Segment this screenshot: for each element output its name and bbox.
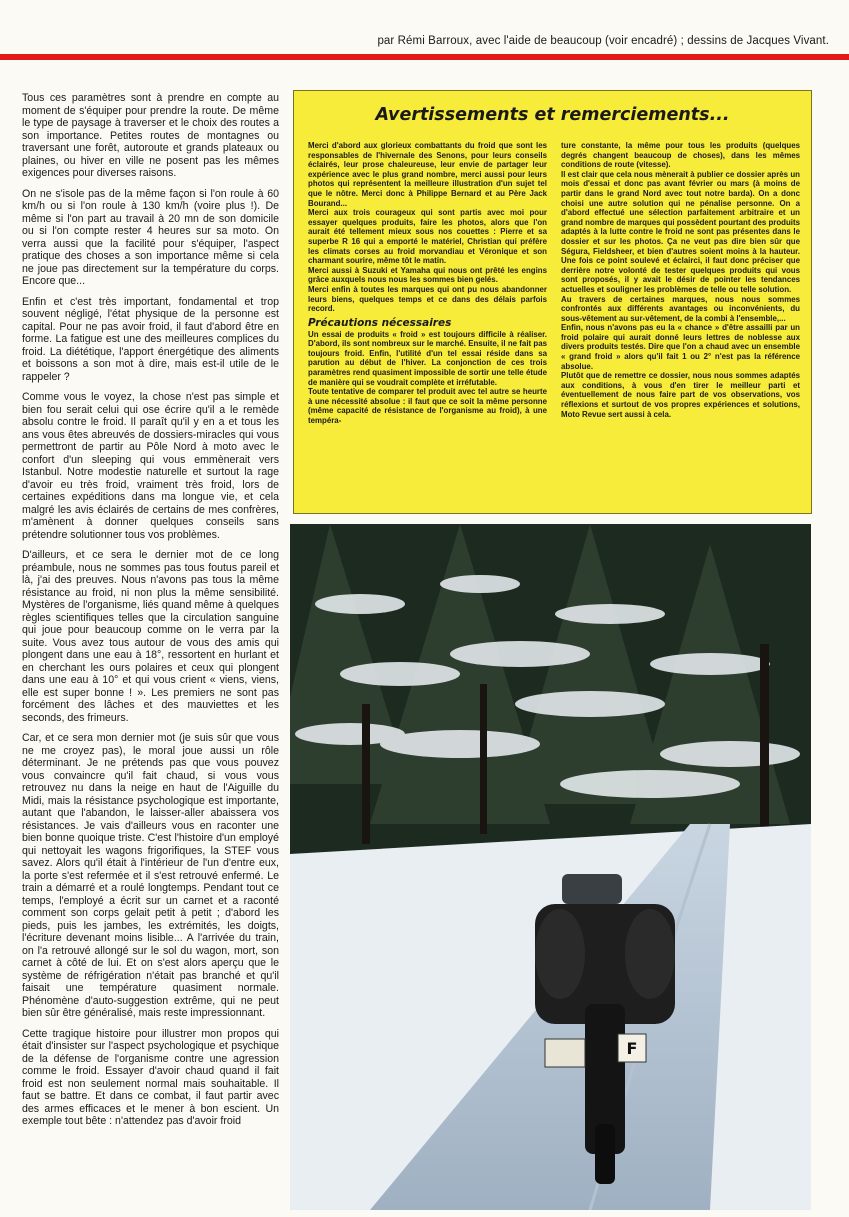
box-column-left <box>308 141 547 507</box>
box-paragraph: ture constante, la même pour tous les produits (quelques degrés changent beaucoup de choses), dans les mêmes conditions de route (vitesse). <box>561 141 800 170</box>
snowy-road-photo <box>290 524 811 1210</box>
sidebar-box <box>293 90 812 514</box>
box-column-right <box>561 141 800 507</box>
box-paragraph: Merci d'abord aux glorieux combattants du froid que sont les responsables de l'hivernale des Senons, pour leurs conseils éclairés, leur prose chaleureuse, leur envie de partager leur expérience avec le plus grand nombre, merci aussi pour leurs photos qui représentent la meilleure illustration d'un sujet tel que le nôtre. Merci donc à Philippe Bernard et au Père Jack Bourand... <box>308 141 547 208</box>
article-paragraph: Comme vous le voyez, la chose n'est pas simple et bien fou serait celui qui ose écrire qu'il a le remède absolu contre le froid. Il paraît qu'il y en a et tous les ans vous êtes abreuvés de dossiers-miracles qui vous permettront de partir au Pôle Nord à moto avec le confort d'un sleeping qui vous emmènerait vers Istanbul. Notre modestie naturelle et surtout la rage d'avoir eu très froid, vraiment très froid, lors de certaines expéditions dans ma longue vie, et cela malgré les avis éclairés de certains de mes confrères, m'amènent à donner quelques conseils sans prétendre solutionner tous vos problèmes. <box>22 391 279 541</box>
byline: par Rémi Barroux, avec l'aide de beaucoup (voir encadré) ; dessins de Jacques Vivant. <box>377 35 829 47</box>
box-title: Avertissements et remerciements... <box>375 105 730 125</box>
plate-label: F <box>626 1039 638 1058</box>
article-paragraph: Car, et ce sera mon dernier mot (je suis sûr que vous ne me croyez pas), le moral joue aussi un rôle déterminant. Je ne prétends pas que vous pouvez vous convaincre qu'il fait chaud, si vous vous retrouvez nu dans la neige en haut de l'Aiguille du Midi, mais la résistance psychologique est importante, autant que l'abandon, le laisser-aller abaissera vos résistances. Je vais d'ailleurs vous en raconter une bien bonne quoique triste. C'est l'histoire d'un employé qui nettoyait les wagons frigorifiques, la STEF vous savez. Alors qu'il était à l'intérieur de l'un d'entre eux, la porte s'est refermée et il s'est retrouvé enfermé. Le train a démarré et a roulé longtemps. Pendant tout ce temps, l'employé a écrit sur un carnet et a raconté comment son corps gelait petit à petit ; d'abord les pieds, puis les jambes, les extrémités, les doigts, l'écriture devenant moins lisible... A l'arrivée du train, on l'a retrouvé allongé sur le sol du wagon, mort, son carnet à côté de lui. Et on s'est alors aperçu que le système de réfrigération n'était pas branché et qu'il faisait une température quasiment normale. Phénomène d'auto-suggestion extrême, qui ne peut bien sûr être généralisé, mais reste impressionnant. <box>22 732 279 1019</box>
box-paragraph: Merci aussi à Suzuki et Yamaha qui nous ont prêté les engins grâce auxquels nous nous les sommes bien gelés. <box>308 265 547 285</box>
box-paragraph: Plutôt que de remettre ce dossier, nous nous sommes adaptés aux conditions, à vous d'en tirer le meilleur parti et éventuellement de nous faire part de vos observations, vos réflexions et surtout de vos propres expériences et solutions, Moto Revue sert aussi à cela. <box>561 371 800 419</box>
article-body <box>22 92 279 1202</box>
article-paragraph: Enfin et c'est très important, fondamental et trop souvent négligé, l'état physique de la personne est capital. Pour ne pas avoir froid, il faut d'abord être en forme. La fatigue est une des meilleures complices du froid. La diététique, l'apport énergétique des aliments et boissons a son mot à dire, mais est-il utile de le rappeler ? <box>22 295 279 383</box>
header-rule <box>0 54 849 60</box>
box-paragraph: Merci enfin à toutes les marques qui ont pu nous abandonner leurs biens, quelques temps et ce dans des délais parfois record. <box>308 284 547 314</box>
box-subheading: Précautions nécessaires <box>308 316 452 329</box>
box-paragraph: Au travers de certaines marques, nous nous sommes confrontés aux différents avantages ou inconvénients, du sous-vêtement au sur-vêtement, de la combi à l'ensemble,... <box>561 294 800 323</box>
box-paragraph: Un essai de produits « froid » est toujours difficile à réaliser. D'abord, ils sont nombreux sur le marché. Ensuite, il ne fait pas toujours froid. Enfin, l'utilité d'un tel essai réside dans sa parution au début de l'hiver. La conjonction de ces trois paramètres rend quasiment impossible de sortir une telle étude de manière qui se voudrait complète et irréfutable. <box>308 329 547 387</box>
box-paragraph: Merci aux trois courageux qui sont partis avec moi pour essayer quelques produits, faire les photos, alors que l'on aurait été tellement mieux sous nos couettes : Pierre et sa superbe R 16 qui a emporté le matériel, Christian qui préfère les climats corses au froid morvandiau et Véronique et son charmant sourire, même tôt le matin. <box>308 208 547 266</box>
article-paragraph: Tous ces paramètres sont à prendre en compte au moment de s'équiper pour prendre la route. De même le type de paysage à traverser et le choix des routes a son importance. Petites routes de montagnes ou traversant une forêt, autoroute et grands plateaux ou plaines, ou hiver en ville ne posent pas les mêmes exigences pour diverses raisons. <box>22 92 279 179</box>
box-paragraph: Il est clair que cela nous mènerait à publier ce dossier après un mois d'essai et donc pas avant février ou mars (à moins de partir dans le grand Nord avec tout notre barda). On a donc choisi une autre solution qui ne pénalise personne. On a d'abord effectué une sélection parfaitement arbitraire et un grand nombre de marques qui possèdent pourtant des produits adaptés à la lutte contre le froid ne sont pas présentes dans le dossier et sur les photos. Ça ne veut pas dire bien sûr que Ségura, Fieldsheer, et bien d'autres soient moins à la hauteur. Une fois ce point soulevé et éclairci, il faut donc préciser que derrière notre volonté de tester quelques produits qui vous sont proposés, il y avait le désir de pointer les tendances actuelles et souligner les problèmes de telle ou telle solution. <box>561 169 800 294</box>
box-paragraph: Toute tentative de comparer tel produit avec tel autre se heurte à une nécessité absolue : il faut que ce soit la même personne (même capacité de résistance de l'organisme au froid), à une tempéra- <box>308 387 547 426</box>
article-paragraph: On ne s'isole pas de la même façon si l'on roule à 60 km/h ou si l'on roule à 130 km/h (voire plus !). De même si l'on part au travail à 20 mn de son domicile ou si l'on compte rester 4 heures sur sa moto. On verra aussi que la facilité pour s'équiper, l'aspect pratique des choses a son importance même si cela ne joue pas directement sur la température du corps. Encore que... <box>22 187 279 287</box>
box-paragraph: Enfin, nous n'avons pas eu la « chance » d'être assailli par un froid polaire qui aurait donné leurs lettres de noblesse aux divers produits testés. Dire que l'on a chaud avec un ensemble « grand froid » alors qu'il fait 1 ou 2° n'est pas la référence absolue. <box>561 323 800 371</box>
article-paragraph: D'ailleurs, et ce sera le dernier mot de ce long préambule, nous ne sommes pas tous foutus pareil et là, j'ai des preuves. Nous n'avons pas tous la même résistance au froid, ni non plus la même sensibilité. Mystères de l'organisme, liés quand même à quelques règles scientifiques telles que la circulation sanguine qui joue pour beaucoup comme on le verra par la suite. Vous avez tous autour de vous des amis qui plongent dans une eau à 18°, ressortent en hurlant et en cherchant les ours polaires et ceux qui plongent dans une eau à 10° et qui vous crient « viens, viens, elle est super bonne ! ». Les premiers ne sont pas forcément des lâches et des mauviettes et les seconds, des frimeurs. <box>22 549 279 724</box>
article-paragraph: Cette tragique histoire pour illustrer mon propos qui était d'insister sur l'aspect psychologique et psychique de la défense de l'organisme contre une agression comme le froid. Essayer d'avoir chaud quand il fait froid est non seulement normal mais souhaitable. Il faut se battre. Et dans ce combat, il faut partir avec des armes efficaces et le mener à bon escient. Un exemple tout bête : n'attendez pas d'avoir froid <box>22 1027 279 1127</box>
